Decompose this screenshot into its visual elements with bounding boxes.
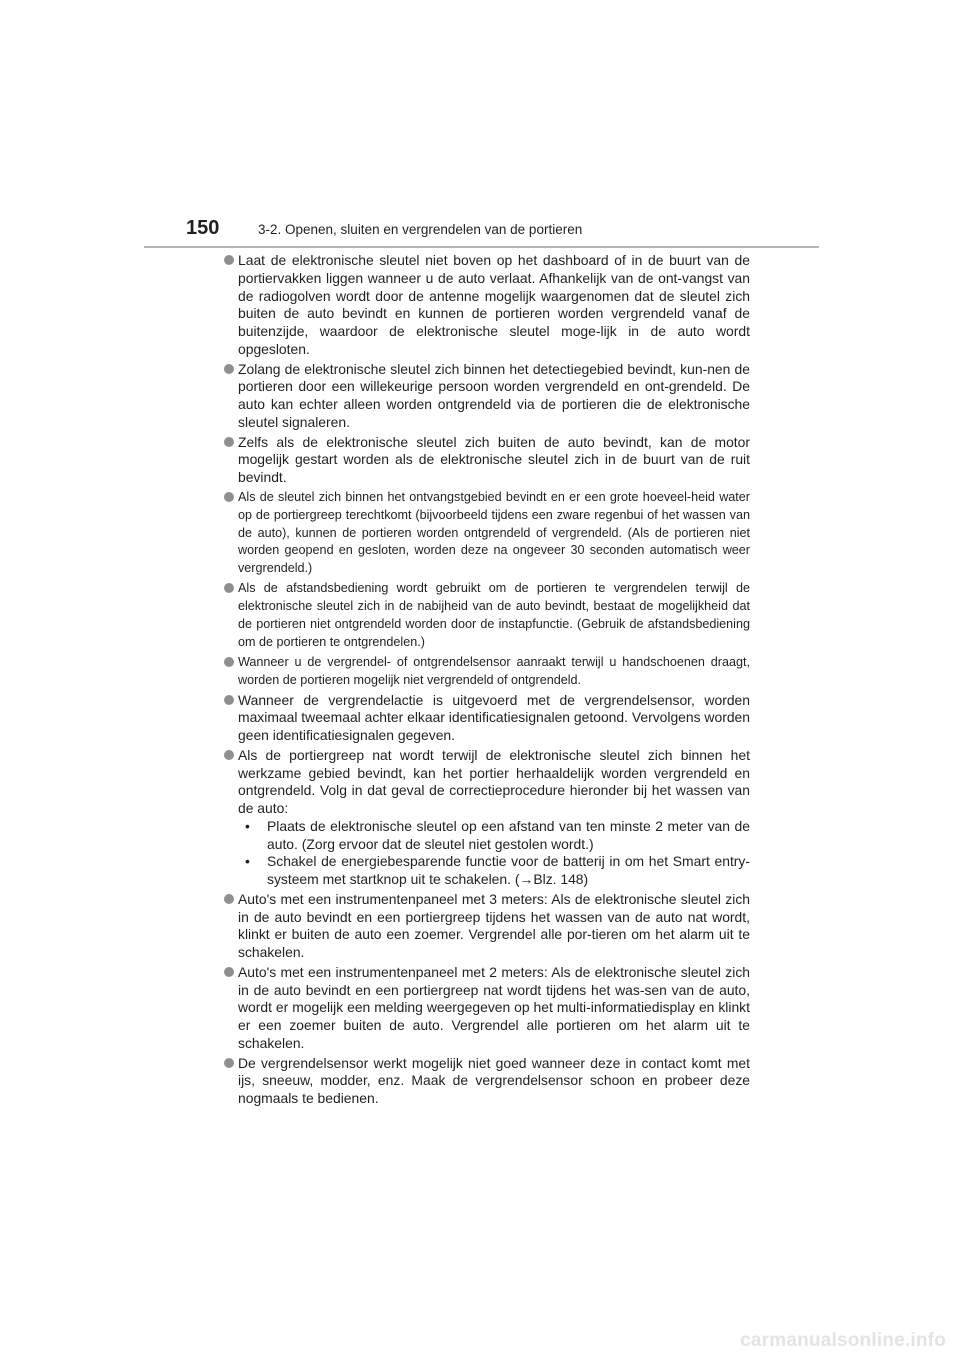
list-item [224,891,750,962]
list-item-text: Als de afstandsbediening wordt gebruikt om de portieren te vergrendelen terwijl de elektronische sleutel zich in de nabijheid van de auto bevindt, bestaat de mogelijkheid dat de portieren niet ontgrendeld worden door de instapfunctie. (Gebruik de afstandsbediening om de portieren te ontgrendelen.) [238,581,750,649]
bullet-icon [224,967,234,977]
bullet-icon [224,583,234,593]
list-item-text: Auto's met een instrumentenpaneel met 2 meters: Als de elektronische sleutel zich in de auto bevindt en een portiergreep nat wordt tijdens het was-sen van de auto, wordt er mogelijk een melding weergegeven op het multi-informatiedisplay en klinkt er een zoemer buiten de auto. Vergrendel alle portieren om het alarm uit te schakelen. [238,963,750,1051]
header-divider [144,246,819,248]
list-item [224,1055,750,1108]
list-item [224,964,750,1053]
sub-list-item [245,853,750,889]
arrow-right-icon: → [519,871,534,888]
bullet-icon [224,364,234,374]
list-item [224,361,750,432]
sub-bullet-icon: • [245,853,250,870]
bullet-icon [224,437,234,447]
section-title: 3-2. Openen, sluiten en vergrendelen van de portieren [258,222,583,237]
list-item [224,252,750,359]
sub-list-item-text: Schakel de energiebesparende functie voor de batterij in om het Smart entry-systeem met startknop uit te schakelen. ( [267,853,750,888]
bullet-icon [224,695,234,705]
list-item-text: Wanneer u de vergrendel- of ontgrendelsensor aanraakt terwijl u handschoenen draagt, worden de portieren mogelijk niet vergrendeld of ontgrendeld. [238,654,750,687]
bullet-list [224,252,750,1110]
page-header [144,216,820,246]
page-number: 150 [186,217,220,239]
bullet-icon [224,657,234,667]
list-item-text: Als de sleutel zich binnen het ontvangstgebied bevindt en er een grote hoeveel-heid water op de portiergreep terechtkomt (bijvoorbeeld tijdens een zware regenbui of het wassen van de auto), kunnen de portieren worden ontgrendeld of vergrendeld. (Als de portieren niet worden geopend en gesloten, worden deze na ongeveer 30 seconden automatisch weer vergrendeld.) [238,489,750,576]
list-item [224,434,750,487]
list-item [224,489,750,579]
bullet-icon [224,894,234,904]
list-item-text: Zolang de elektronische sleutel zich binnen het detectiegebied bevindt, kun-nen de portieren door een willekeurige persoon worden vergrendeld en ont-grendeld. De auto kan echter alleen worden ontgrendeld via de portieren die de elektronische sleutel signaleren. [238,360,750,430]
bullet-icon [224,255,234,265]
list-item-text: De vergrendelsensor werkt mogelijk niet goed wanneer deze in contact komt met ijs, sneeuw, modder, enz. Maak de vergrendelsensor schoon en probeer deze nogmaals te bedienen. [238,1054,750,1107]
list-item-text: Als de portiergreep nat wordt terwijl de elektronische sleutel zich binnen het werkzame gebied bevindt, kan het portier herhaaldelijk worden vergrendeld en ontgrendeld. Volg in dat geval de correctieprocedure hieronder bij het wassen van de auto: [238,746,750,817]
bullet-icon [224,492,234,502]
bullet-icon [224,750,234,760]
list-item [224,654,750,690]
list-item [224,747,750,889]
bullet-icon [224,1058,234,1068]
list-item-text: Laat de elektronische sleutel niet boven op het dashboard of in de buurt van de portiervakken liggen wanneer u de auto verlaat. Afhankelijk van de ont-vangst van de radiogolven wordt door de antenne mogelijk waargenomen dat de sleutel zich buiten de auto bevindt en kunnen de portieren worden vergrendeld vanaf de buitenzijde, waardoor de elektronische sleutel moge-lijk in de auto wordt opgesloten. [238,252,750,357]
list-item [224,580,750,652]
sub-bullet-icon: • [245,817,250,834]
page-reference-link[interactable]: Blz. 148) [533,871,589,888]
list-item-text: Auto's met een instrumentenpaneel met 3 meters: Als de elektronische sleutel zich in de auto bevindt en een portiergreep tijdens het wassen van de auto nat wordt, klinkt er buiten de auto een zoemer. Vergrendel alle por-tieren om het alarm uit te schakelen. [238,890,750,961]
list-item-text: Wanneer de vergrendelactie is uitgevoerd met de vergrendelsensor, worden maximaal tweemaal achter elkaar identificatiesignalen getoond. Vervolgens worden geen identificatiesignalen gegeven. [238,691,750,744]
sub-list-item-text: Plaats de elektronische sleutel op een afstand van ten minste 2 meter van de auto. (Zorg ervoor dat de sleutel niet gestolen wordt.) [267,817,750,852]
list-item [224,692,750,745]
sub-list-item [245,818,750,854]
list-item-text: Zelfs als de elektronische sleutel zich buiten de auto bevindt, kan de motor mogelijk gestart worden als de elektronische sleutel zich in de buurt van de ruit bevindt. [238,433,750,485]
watermark-logo: carmanualsonline.info [740,1330,946,1351]
